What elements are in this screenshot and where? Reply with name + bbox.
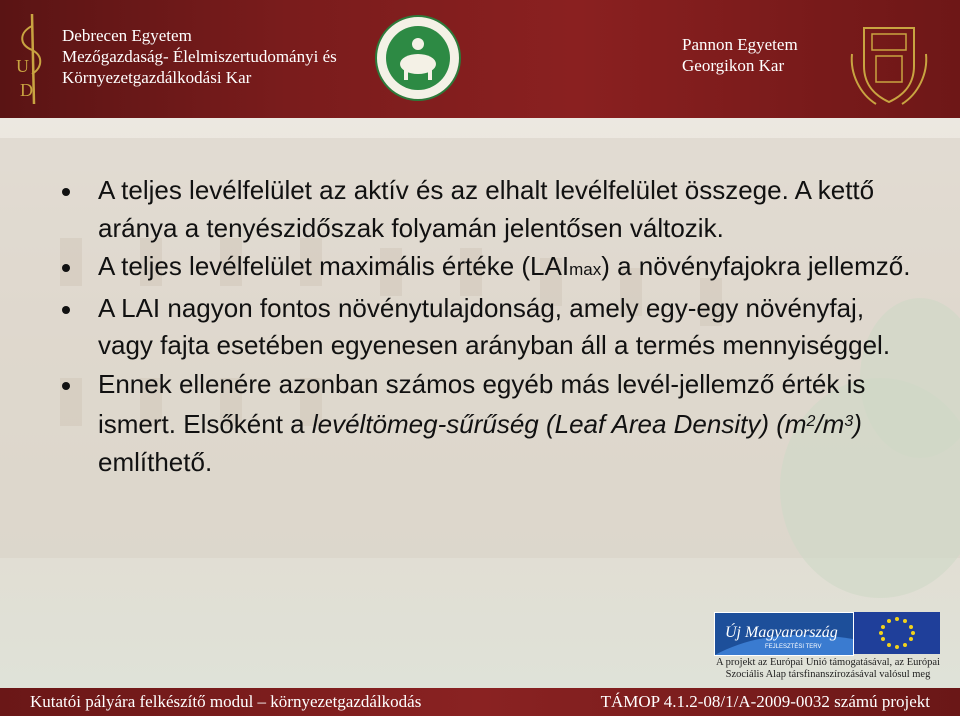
- right-institution-name: [682, 34, 798, 76]
- bullet-dot: [62, 382, 70, 390]
- bullet-text-pre: A teljes levélfelület maximális értéke (LAI: [98, 251, 570, 281]
- faculty-seal-icon: [374, 14, 462, 102]
- bullet-item: [62, 172, 922, 247]
- bullet-text: A LAI nagyon fontos növénytulajdonság, amely egy-egy növényfaj, vagy fajta esetében egyenesen arányban áll a termés mennyiséggel.: [98, 292, 891, 360]
- bullet-item: [62, 366, 922, 482]
- left-line-2: Mezőgazdaság- Élelmiszertudományi és: [62, 47, 337, 66]
- unit-superscript-3: 3: [844, 413, 854, 430]
- university-crest-icon: [846, 14, 932, 108]
- header-banner: [0, 0, 960, 118]
- footer-project-id: TÁMOP 4.1.2-08/1/A-2009-0032 számú projekt: [600, 692, 930, 711]
- right-line-1: Pannon Egyetem: [682, 35, 798, 54]
- footer-module-title: Kutatói pályára felkészítő modul – környezetgazdálkodás: [30, 692, 422, 711]
- university-logo-icon: [10, 10, 52, 108]
- bullet-dot: [62, 188, 70, 196]
- left-line-1: Debrecen Egyetem: [62, 26, 192, 45]
- bullet-list: [62, 172, 922, 482]
- bullet-text-end: említhető.: [98, 446, 213, 477]
- unit-close-paren: ): [853, 409, 862, 439]
- bullet-dot: [62, 264, 70, 272]
- leaf-area-density-term: levéltömeg-sűrűség (Leaf Area Density) (m: [311, 409, 807, 439]
- footer-bar: [0, 688, 960, 716]
- unit-superscript-2: 2: [806, 413, 816, 430]
- svg-text:D: D: [20, 80, 33, 100]
- bullet-text-pre: Ennek ellenére azonban számos egyéb más levél-jellemző érték is ismert. Elsőként a: [98, 368, 866, 439]
- bullet-item: [62, 290, 922, 365]
- eu-flag: [854, 612, 940, 654]
- bullet-dot: [62, 306, 70, 314]
- umo-title: Új Magyarország: [725, 624, 838, 641]
- left-institution-name: [62, 25, 337, 88]
- left-line-3: Környezetgazdálkodási Kar: [62, 68, 252, 87]
- eu-funding-note: A projekt az Európai Unió támogatásával, az Európai Szociális Alap társfinanszírozásával valósul meg: [716, 657, 940, 680]
- right-line-2: Georgikon Kar: [682, 56, 785, 75]
- uj-magyarorszag-logo: [714, 612, 854, 656]
- umo-subtitle: FEJLESZTÉSI TERV: [765, 644, 822, 650]
- eu-stars-icon: [854, 612, 940, 654]
- bullet-text-post: ) a növényfajokra jellemző.: [601, 251, 911, 281]
- lai-max-subscript: max: [569, 260, 602, 279]
- bullet-item: [62, 248, 922, 289]
- bullet-text: A teljes levélfelület az aktív és az elhalt levélfelület összege. A kettő aránya a tenyészidőszak folyamán jelentősen változik.: [98, 175, 875, 243]
- unit-per-m: /m: [815, 409, 845, 439]
- umo-logo-icon: [715, 613, 853, 655]
- svg-text:U: U: [16, 56, 29, 76]
